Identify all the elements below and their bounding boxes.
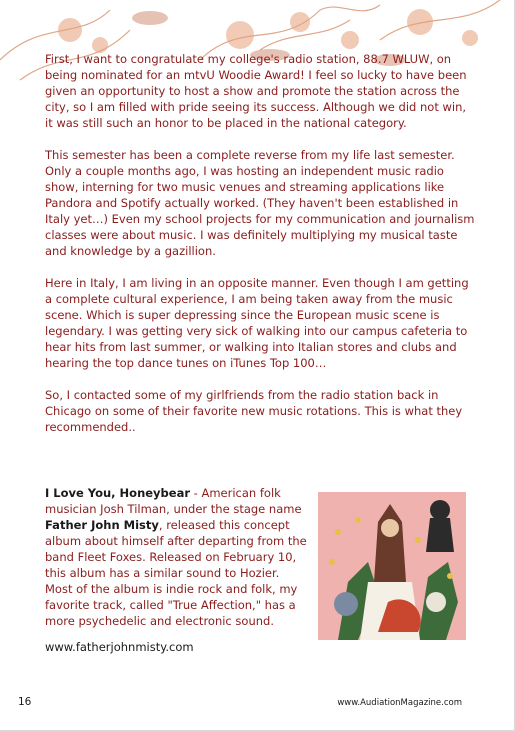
paragraph-4: So, I contacted some of my girlfriends from the radio station back in Chicago on some of their favorite new music rotations. This is what they recommended.. xyxy=(45,388,463,434)
review-dash: - xyxy=(190,486,202,500)
footer-site-url[interactable]: www.AudiationMagazine.com xyxy=(337,698,462,708)
artist-website-link[interactable]: www.fatherjohnmisty.com xyxy=(45,640,194,654)
artist-name: Father John Misty xyxy=(45,518,159,532)
paragraph-1: First, I want to congratulate my college's radio station, 88.7 WLUW, on being nominated for an mtvU Woodie Award! I feel so lucky to have been given an opportunity to host a show and promote the station across the city, so I am filled with pride seeing its success. Although we did not win, it was still such an honor to be placed in the national category. xyxy=(45,52,467,130)
review-text-2: , released this concept album about himself after departing from the band Fleet Foxes. Released on February 10, this album has a similar sound to Hozier. Most of the album is indie rock and folk, my favorite track, called "True Affection," has a more psychedelic and electronic sound. xyxy=(45,518,307,628)
album-review xyxy=(45,485,307,629)
page-number: 16 xyxy=(18,696,32,708)
paragraph-3: Here in Italy, I am living in an opposite manner. Even though I am getting a complete cultural experience, I am being taken away from the music scene. Which is super depressing since the European music scene is legendary. I was getting very sick of walking into our campus cafeteria to hear hits from last summer, or walking into Italian stores and clubs and hearing the top dance tunes on iTunes Top 100… xyxy=(45,276,469,370)
article-body xyxy=(45,51,477,451)
album-cover-image xyxy=(318,492,466,640)
album-title: I Love You, Honeybear xyxy=(45,486,191,500)
review-text-1: American folk musician Josh Tilman, under the stage name xyxy=(45,486,302,516)
paragraph-2: This semester has been a complete reverse from my life last semester. Only a couple months ago, I was hosting an independent music radio show, interning for two music venues and streaming applications like Pandora and Spotify actually worked. (They haven't been established in Italy yet…) Even my school projects for my communication and journalism classes were about music. I was definitely multiplying my musical taste and knowledge by a gazillion. xyxy=(45,148,475,258)
